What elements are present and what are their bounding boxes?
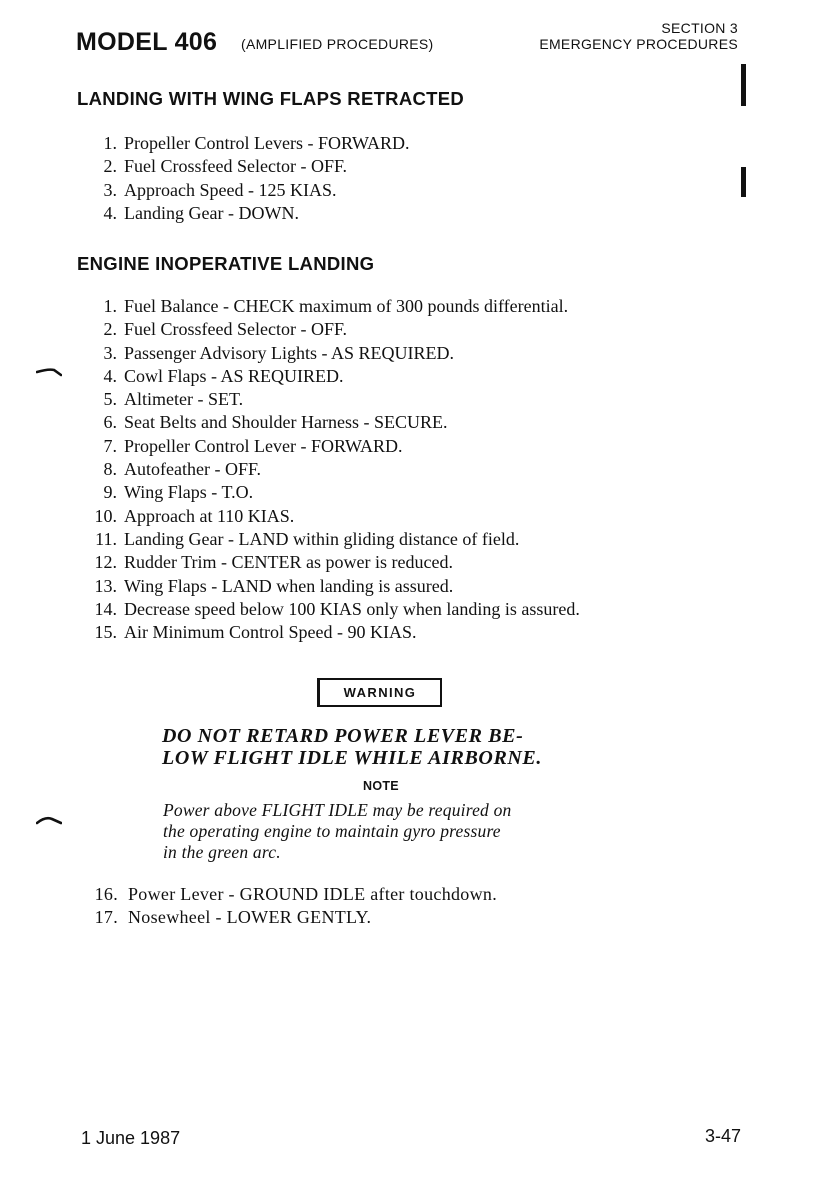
note-line: in the green arc.: [163, 842, 281, 862]
revision-bar: [741, 167, 746, 197]
section-number: SECTION 3: [661, 20, 738, 36]
note-text: [163, 800, 623, 863]
list-item: 17. Nosewheel - LOWER GENTLY.: [94, 907, 372, 928]
engine-inoperative-steps-final: [90, 883, 497, 930]
list-item: 8. Autofeather - OFF.: [103, 459, 262, 480]
warning-line: LOW FLIGHT IDLE WHILE AIRBORNE.: [162, 747, 542, 769]
list-item: 6. Seat Belts and Shoulder Harness - SECURE.: [103, 412, 448, 433]
page-number: 3-47: [704, 1126, 741, 1146]
list-item: 3. Approach Speed - 125 KIAS.: [103, 179, 337, 200]
list-item: 5. Altimeter - SET.: [103, 389, 244, 410]
footer-date: 1 June 1987: [81, 1128, 181, 1148]
warning-line: DO NOT RETARD POWER LEVER BE-: [162, 725, 524, 747]
margin-mark-icon: [36, 814, 62, 826]
note-label: NOTE: [363, 779, 399, 793]
list-item: 2. Fuel Crossfeed Selector - OFF.: [103, 319, 348, 340]
note-line: Power above FLIGHT IDLE may be required on: [163, 800, 512, 820]
warning-text: [162, 725, 632, 769]
list-item: 16. Power Lever - GROUND IDLE after touchdown.: [94, 884, 497, 904]
list-item: 4. Landing Gear - DOWN.: [103, 202, 299, 223]
warning-label: WARNING: [317, 678, 442, 707]
note-line: the operating engine to maintain gyro pressure: [163, 821, 501, 841]
list-item: 15. Air Minimum Control Speed - 90 KIAS.: [94, 622, 417, 643]
list-item: 13. Wing Flaps - LAND when landing is assured.: [94, 575, 454, 596]
model-subtitle: (AMPLIFIED PROCEDURES): [241, 36, 434, 52]
revision-bar: [741, 64, 746, 106]
flaps-retracted-steps: [89, 132, 409, 225]
list-item: 4. Cowl Flaps - AS REQUIRED.: [103, 365, 344, 386]
list-item: 3. Passenger Advisory Lights - AS REQUIRED.: [103, 342, 454, 363]
list-item: 1. Propeller Control Levers - FORWARD.: [103, 133, 410, 153]
list-item: 12. Rudder Trim - CENTER as power is reduced.: [94, 552, 453, 573]
section-heading-flaps-retracted: LANDING WITH WING FLAPS RETRACTED: [77, 88, 465, 109]
list-item: 9. Wing Flaps - T.O.: [103, 482, 254, 503]
list-item: 1. Fuel Balance - CHECK maximum of 300 pounds differential.: [103, 296, 569, 316]
list-item: 11. Landing Gear - LAND within gliding distance of field.: [95, 528, 520, 549]
list-item: 10. Approach at 110 KIAS.: [94, 505, 295, 526]
model-title: MODEL 406: [76, 28, 218, 56]
section-title: EMERGENCY PROCEDURES: [539, 36, 738, 52]
margin-mark-icon: [36, 366, 62, 378]
list-item: 14. Decrease speed below 100 KIAS only when landing is assured.: [94, 598, 580, 619]
engine-inoperative-steps: [89, 295, 580, 644]
section-heading-engine-inoperative: ENGINE INOPERATIVE LANDING: [77, 253, 375, 274]
list-item: 7. Propeller Control Lever - FORWARD.: [103, 435, 403, 456]
list-item: 2. Fuel Crossfeed Selector - OFF.: [103, 156, 348, 177]
